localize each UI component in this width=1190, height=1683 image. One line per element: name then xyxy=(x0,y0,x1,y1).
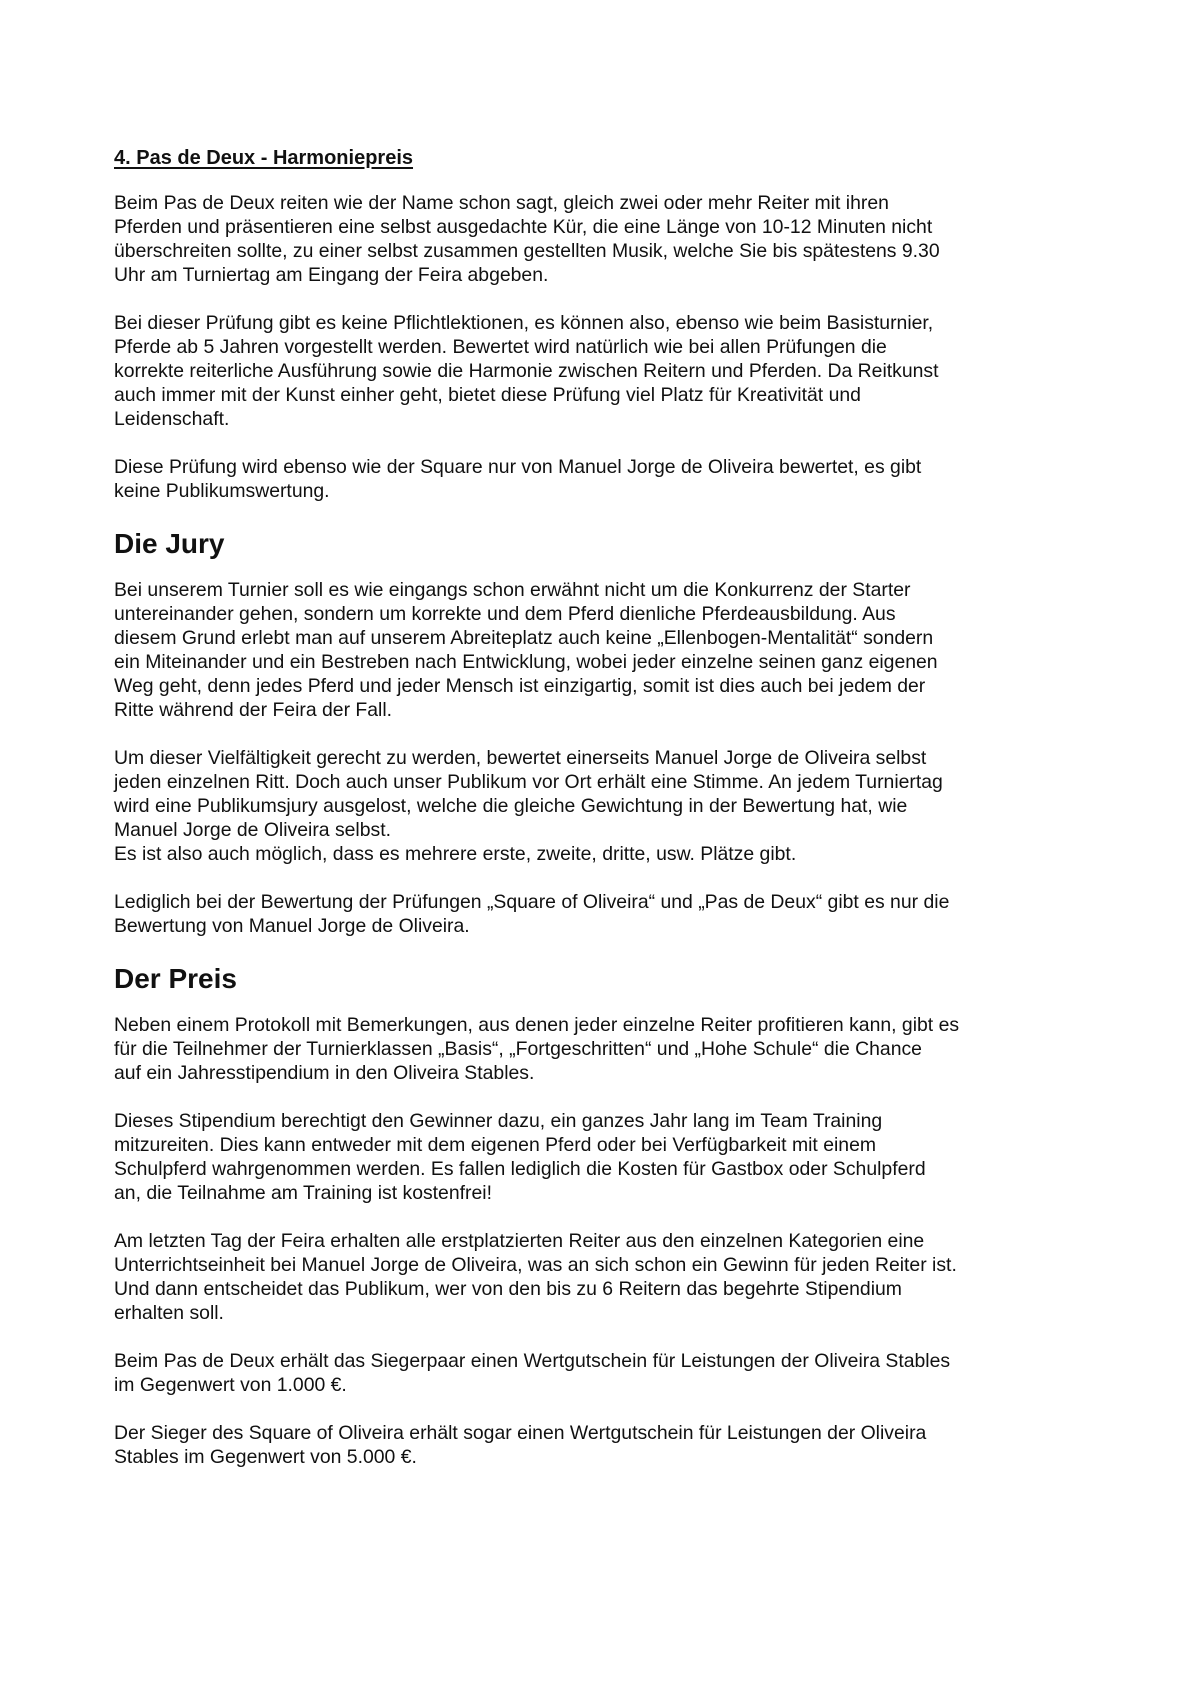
section-jury xyxy=(114,527,1094,938)
section-preis xyxy=(114,962,1094,1469)
paragraph: Diese Prüfung wird ebenso wie der Square nur von Manuel Jorge de Oliveira bewertet, es gibt keine Publikumswertung. xyxy=(114,456,922,502)
paragraph: Dieses Stipendium berechtigt den Gewinner dazu, ein ganzes Jahr lang im Team Training mitzureiten. Dies kann entweder mit dem eigenen Pferd oder bei Verfügbarkeit mit einem Schulpferd wahrgenommen werden. Es fallen lediglich die Kosten für Gastbox oder Schulpferd an, die Teilnahme am Training ist kostenfrei! xyxy=(114,1110,926,1204)
pas-de-deux-heading: 4. Pas de Deux - Harmoniepreis xyxy=(114,147,414,169)
paragraph: Beim Pas de Deux erhält das Siegerpaar einen Wertgutschein für Leistungen der Oliveira Stables im Gegenwert von 1.000 €. xyxy=(114,1350,951,1396)
paragraph: Lediglich bei der Bewertung der Prüfungen „Square of Oliveira“ und „Pas de Deux“ gibt es nur die Bewertung von Manuel Jorge de Oliveira. xyxy=(114,891,950,937)
paragraph: Am letzten Tag der Feira erhalten alle erstplatzierten Reiter aus den einzelnen Kategorien eine Unterrichtseinheit bei Manuel Jorge de Oliveira, was an sich schon ein Gewinn für jeden Reiter ist. Und dann entscheidet das Publikum, wer von den bis zu 6 Reitern das begehrte Stipendium erhalten soll. xyxy=(114,1230,957,1324)
paragraph: Neben einem Protokoll mit Bemerkungen, aus denen jeder einzelne Reiter profitieren kann, gibt es für die Teilnehmer der Turnierklassen „Basis“, „Fortgeschritten“ und „Hohe Schule“ die Chance auf ein Jahresstipendium in den Oliveira Stables. xyxy=(114,1014,960,1084)
paragraph: Um dieser Vielfältigkeit gerecht zu werden, bewertet einerseits Manuel Jorge de Oliveira selbst jeden einzelnen Ritt. Doch auch unser Publikum vor Ort erhält eine Stimme. An jedem Turniertag wird eine Publikumsjury ausgelost, welche die gleiche Gewichtung in der Bewertung hat, wie Manuel Jorge de Oliveira selbst. Es ist also auch möglich, dass es mehrere erste, zweite, dritte, usw. Plätze gibt. xyxy=(114,747,943,865)
document-page xyxy=(114,146,1094,1493)
section-pas-de-deux xyxy=(114,146,1094,503)
paragraph: Bei unserem Turnier soll es wie eingangs schon erwähnt nicht um die Konkurrenz der Starter untereinander gehen, sondern um korrekte und dem Pferd dienliche Pferdeausbildung. Aus diesem Grund erlebt man auf unserem Abreiteplatz auch keine „Ellenbogen-Mentalität“ sondern ein Miteinander und ein Bestreben nach Entwicklung, wobei jeder einzelne seinen ganz eigenen Weg geht, denn jedes Pferd und jeder Mensch ist einzigartig, somit ist dies auch bei jedem der Ritte während der Feira der Fall. xyxy=(114,579,938,721)
jury-heading: Die Jury xyxy=(114,528,225,559)
paragraph: Bei dieser Prüfung gibt es keine Pflichtlektionen, es können also, ebenso wie beim Basisturnier, Pferde ab 5 Jahren vorgestellt werden. Bewertet wird natürlich wie bei allen Prüfungen die korrekte reiterliche Ausführung sowie die Harmonie zwischen Reitern und Pferden. Da Reitkunst auch immer mit der Kunst einher geht, bietet diese Prüfung viel Platz für Kreativität und Leidenschaft. xyxy=(114,312,939,430)
preis-heading: Der Preis xyxy=(114,963,237,994)
paragraph: Beim Pas de Deux reiten wie der Name schon sagt, gleich zwei oder mehr Reiter mit ihren Pferden und präsentieren eine selbst ausgedachte Kür, die eine Länge von 10-12 Minuten nicht überschreiten sollte, zu einer selbst zusammen gestellten Musik, welche Sie bis spätestens 9.30 Uhr am Turniertag am Eingang der Feira abgeben. xyxy=(114,192,940,286)
paragraph: Der Sieger des Square of Oliveira erhält sogar einen Wertgutschein für Leistungen der Oliveira Stables im Gegenwert von 5.000 €. xyxy=(114,1422,927,1468)
